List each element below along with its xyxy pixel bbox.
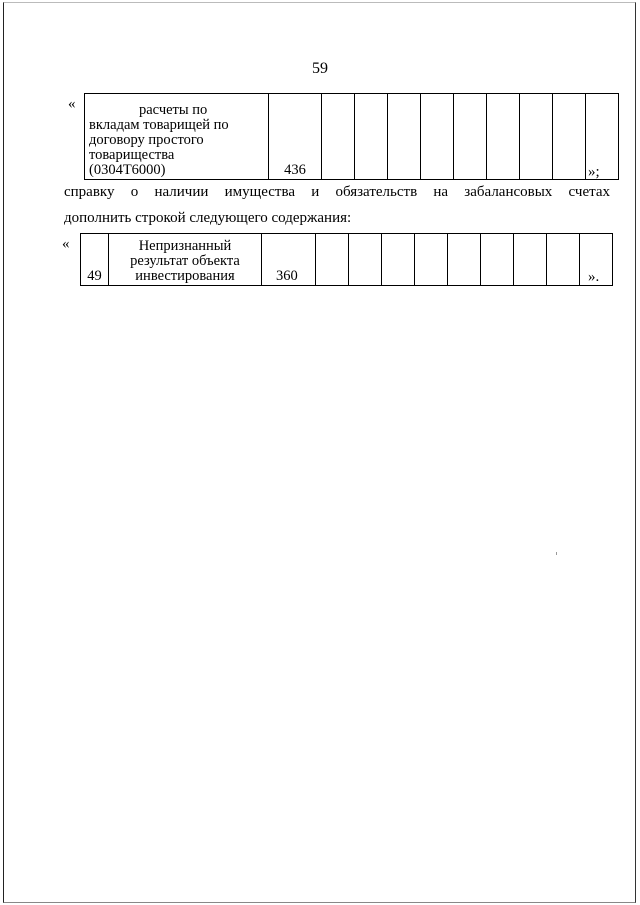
table-1 bbox=[84, 93, 619, 180]
empty-cell bbox=[421, 94, 454, 180]
empty-cell bbox=[415, 234, 448, 286]
description-line: товарищества bbox=[89, 147, 175, 163]
table-2-number-cell: 49 bbox=[81, 234, 109, 286]
opening-quote-1: « bbox=[68, 96, 76, 112]
empty-cell bbox=[553, 94, 586, 180]
page-number: 59 bbox=[312, 60, 328, 77]
table-1-description-cell bbox=[85, 94, 269, 180]
empty-cell bbox=[487, 94, 520, 180]
closing-quote-1: »; bbox=[588, 164, 600, 180]
empty-cell bbox=[514, 234, 547, 286]
description-line: (0304Т6000) bbox=[89, 162, 166, 178]
description-line: инвестирования bbox=[135, 268, 235, 284]
empty-cell bbox=[547, 234, 580, 286]
description-line: результат объекта bbox=[130, 253, 240, 269]
table-1-row bbox=[85, 94, 619, 180]
description-line: договору простого bbox=[89, 132, 204, 148]
table-1-code-cell: 436 bbox=[269, 94, 322, 180]
empty-cell bbox=[316, 234, 349, 286]
closing-quote-2: ». bbox=[588, 269, 600, 285]
description-line: Непризнанный bbox=[138, 238, 232, 254]
opening-quote-2: « bbox=[62, 236, 70, 252]
table-2-row bbox=[81, 234, 613, 286]
table-2 bbox=[80, 233, 613, 286]
empty-cell bbox=[355, 94, 388, 180]
scan-artifact bbox=[556, 552, 557, 555]
empty-cell bbox=[388, 94, 421, 180]
empty-cell bbox=[448, 234, 481, 286]
empty-cell bbox=[520, 94, 553, 180]
body-text-line-1: справку о наличии имущества и обязательств на забалансовых счетах bbox=[64, 184, 610, 200]
description-line: вкладам товарищей по bbox=[89, 117, 229, 133]
body-text-line-2: дополнить строкой следующего содержания: bbox=[64, 210, 352, 226]
empty-cell bbox=[322, 94, 355, 180]
description-line: расчеты по bbox=[139, 102, 208, 118]
empty-cell bbox=[454, 94, 487, 180]
empty-cell bbox=[481, 234, 514, 286]
table-2-code-cell: 360 bbox=[262, 234, 316, 286]
empty-cell bbox=[349, 234, 382, 286]
empty-cell bbox=[382, 234, 415, 286]
table-2-description-cell bbox=[109, 234, 262, 286]
